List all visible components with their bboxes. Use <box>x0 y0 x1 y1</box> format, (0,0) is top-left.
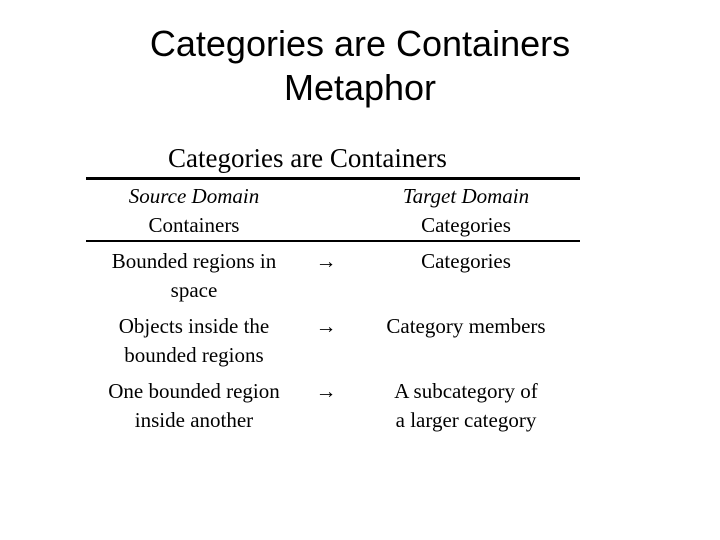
mapping-arrow: → <box>315 249 337 273</box>
table-caption: Categories are Containers <box>168 143 447 173</box>
source-text-line-1: Bounded regions in <box>111 249 277 273</box>
table-row-3-target <box>356 377 576 435</box>
mapping-arrow: → <box>315 379 337 403</box>
source-domain-value: Containers <box>148 213 240 237</box>
table-header-rule <box>86 240 580 242</box>
table-row-1-target <box>356 247 576 276</box>
target-text-line-1: Category members <box>386 314 546 338</box>
target-text-line-2: a larger category <box>395 408 537 432</box>
source-text-line-1: Objects inside the <box>118 314 270 338</box>
table-row-2-target <box>356 312 576 341</box>
target-domain-value: Categories <box>421 213 511 237</box>
source-text-line-2: bounded regions <box>124 343 264 367</box>
table-top-rule <box>86 177 580 180</box>
source-text-line-2: inside another <box>134 408 254 432</box>
source-domain-header <box>84 182 304 240</box>
table-row-1-source <box>84 247 304 305</box>
target-text-line-1: Categories <box>421 249 511 273</box>
table-row-3-source <box>84 377 304 435</box>
target-domain-header <box>356 182 576 240</box>
source-text-line-1: One bounded region <box>108 379 280 403</box>
slide-title <box>0 22 720 110</box>
target-domain-label: Target Domain <box>402 184 530 208</box>
slide-title-line-1: Categories are Containers <box>149 23 571 64</box>
source-domain-label: Source Domain <box>128 184 260 208</box>
target-text-line-1: A subcategory of <box>394 379 538 403</box>
table-row-2-source <box>84 312 304 370</box>
mapping-arrow: → <box>315 314 337 338</box>
source-text-line-2: space <box>170 278 218 302</box>
slide-title-line-2: Metaphor <box>283 67 437 108</box>
